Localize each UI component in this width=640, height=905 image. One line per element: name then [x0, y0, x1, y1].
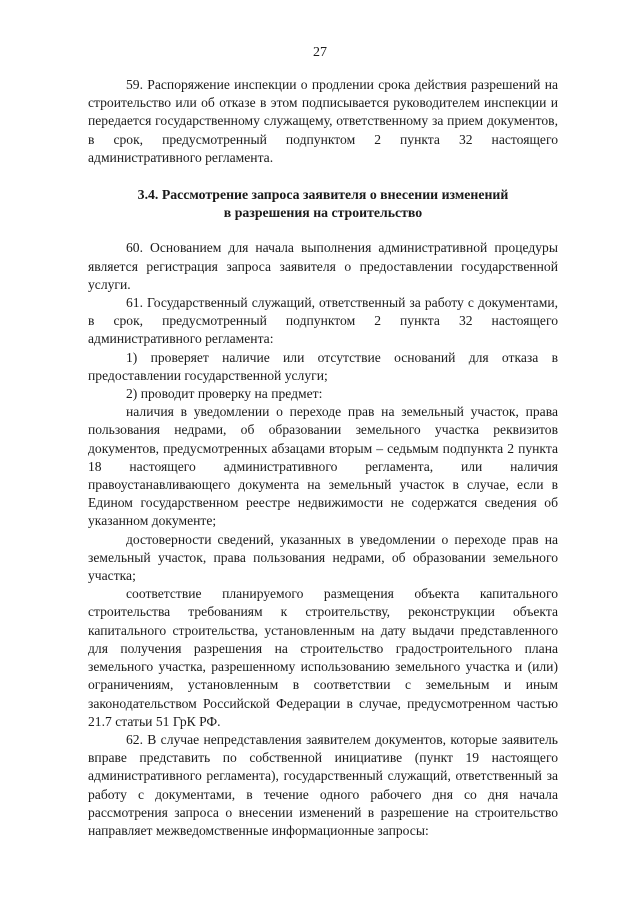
- paragraph-61-item-1: 1) проверяет наличие или отсутствие оснований для отказа в предоставлении государственной услуги;: [88, 349, 558, 383]
- paragraph-61-item-2-check-2: достоверности сведений, указанных в уведомлении о переходе прав на земельный участок, права пользования недрами, об образовании земельного участка;: [88, 531, 558, 584]
- paragraph-59: 59. Распоряжение инспекции о продлении срока действия разрешений на строительство или об отказе в этом подписывается руководителем инспекции и передается государственному служащему, ответственному за прием документов, в срок, предусмотренный подпунктом 2 пункта 32 настоящего административного регламента.: [88, 77, 558, 165]
- paragraph-61-item-2: 2) проводит проверку на предмет:: [126, 386, 323, 402]
- paragraph-61-item-2-check-3: соответствие планируемого размещения объекта капитального строительства требованиям к строительству, реконструкции объекта капитального строительства, установленным на дату выдачи представленного для получения разрешения на строительство градостроительного плана земельного участка, разрешенному использованию земельного участка и (или) ограничениям, установленным в соответствии с земельным и иным законодательством Российской Федерации в случае, предусмотренном частью 21.7 статьи 51 ГрК РФ.: [88, 586, 558, 729]
- paragraph-60: 60. Основанием для начала выполнения административной процедуры является регистрация запроса заявителя о предоставлении государственной услуги.: [88, 240, 558, 292]
- document-body: [88, 76, 558, 840]
- section-heading-line-1: 3.4. Рассмотрение запроса заявителя о внесении изменений: [137, 187, 509, 203]
- section-heading-line-2: в разрешения на строительство: [223, 205, 423, 221]
- paragraph-61: 61. Государственный служащий, ответственный за работу с документами, в срок, предусмотренный подпунктом 2 пункта 32 настоящего административного регламента:: [88, 295, 558, 347]
- section-heading: [88, 186, 558, 222]
- paragraph-61-item-2-check-1: наличия в уведомлении о переходе прав на земельный участок, права пользования недрами, об образовании земельного участка реквизитов документов, предусмотренных абзацами вторым – седьмым подпункта 2 пункта 18 настоящего административного регламента, или наличия правоустанавливающего документа на земельный участок в случае, если в Едином государственном реестре недвижимости не содержатся сведения об указанном документе;: [88, 404, 558, 529]
- paragraph-62: 62. В случае непредставления заявителем документов, которые заявитель вправе представить по собственной инициативе (пункт 19 настоящего административного регламента), государственный служащий, ответственный за работу с документами, в течение одного рабочего дня со дня начала рассмотрения запроса о внесении изменений в разрешение на строительство направляет межведомственные информационные запросы:: [88, 731, 558, 838]
- page-number: 27: [313, 45, 327, 60]
